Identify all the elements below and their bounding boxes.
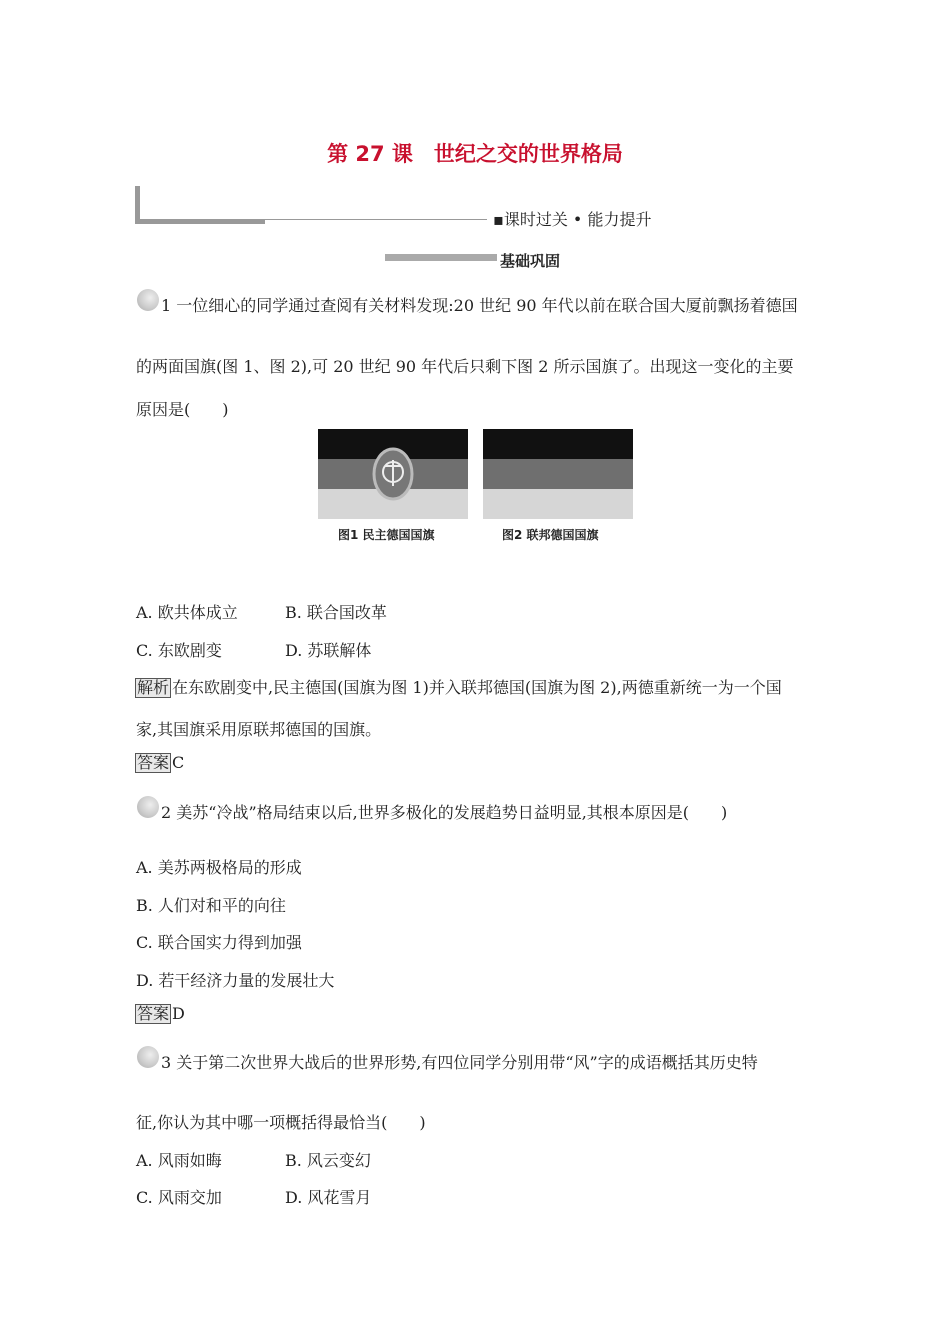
q1-stem-line1: 1 一位细心的同学通过查阅有关材料发现:20 世纪 90 年代以前在联合国大厦前飘扬着德国	[161, 296, 798, 315]
q2-answer	[135, 1004, 185, 1024]
q1-option-c: C. 东欧剧变	[136, 641, 222, 660]
section-heading: ▪课时过关 • 能力提升	[493, 210, 652, 229]
q1-answer	[135, 753, 184, 773]
question-circle-icon	[137, 289, 159, 311]
q3-stem-line1: 3 关于第二次世界大战后的世界形势,有四位同学分别用带“风”字的成语概括其历史特	[161, 1053, 758, 1072]
q3-option-b: B. 风云变幻	[285, 1151, 371, 1170]
q3-option-d: D. 风花雪月	[285, 1188, 372, 1207]
gdr-flag-image	[318, 429, 468, 519]
q2-option-c: C. 联合国实力得到加强	[136, 933, 302, 952]
subsection-heading: 基础巩固	[500, 252, 561, 270]
q1-stem-line3: 原因是( )	[136, 400, 229, 419]
lesson-title: 第 27 课 世纪之交的世界格局	[327, 142, 623, 166]
q1-option-b: B. 联合国改革	[285, 603, 387, 622]
q2-option-b: B. 人们对和平的向往	[136, 896, 286, 915]
section-divider-line	[265, 219, 487, 220]
gdr-emblem-icon	[371, 446, 415, 502]
answer-value: C	[172, 753, 185, 772]
answer-value: D	[172, 1004, 185, 1023]
analysis-text: 在东欧剧变中,民主德国(国旗为图 1)并入联邦德国(国旗为图 2),两德重新统一为一个国	[172, 678, 782, 697]
frg-flag-image	[483, 429, 633, 519]
subsection-bar	[385, 254, 497, 261]
answer-label: 答案	[137, 753, 170, 772]
q2-stem: 2 美苏“冷战”格局结束以后,世界多极化的发展趋势日益明显,其根本原因是( )	[161, 803, 728, 822]
q3-stem-line2: 征,你认为其中哪一项概括得最恰当( )	[136, 1113, 426, 1132]
figure1-caption: 图1 民主德国国旗	[338, 528, 435, 542]
question-circle-icon	[137, 796, 159, 818]
q1-stem-line2: 的两面国旗(图 1、图 2),可 20 世纪 90 年代后只剩下图 2 所示国旗了。出现这一变化的主要	[136, 357, 794, 376]
analysis-label: 解析	[137, 678, 170, 697]
q1-option-a: A. 欧共体成立	[136, 603, 238, 622]
q2-option-a: A. 美苏两极格局的形成	[136, 858, 302, 877]
figure2-caption: 图2 联邦德国国旗	[502, 528, 599, 542]
section-bracket-horizontal	[135, 219, 265, 224]
q3-option-a: A. 风雨如晦	[136, 1151, 222, 1170]
q1-analysis-line1	[135, 675, 782, 698]
q3-option-c: C. 风雨交加	[136, 1188, 222, 1207]
question-circle-icon	[137, 1046, 159, 1068]
q2-option-d: D. 若干经济力量的发展壮大	[136, 971, 335, 990]
q1-analysis-line2: 家,其国旗采用原联邦德国的国旗。	[136, 720, 382, 739]
answer-label: 答案	[137, 1004, 170, 1023]
q1-option-d: D. 苏联解体	[285, 641, 372, 660]
